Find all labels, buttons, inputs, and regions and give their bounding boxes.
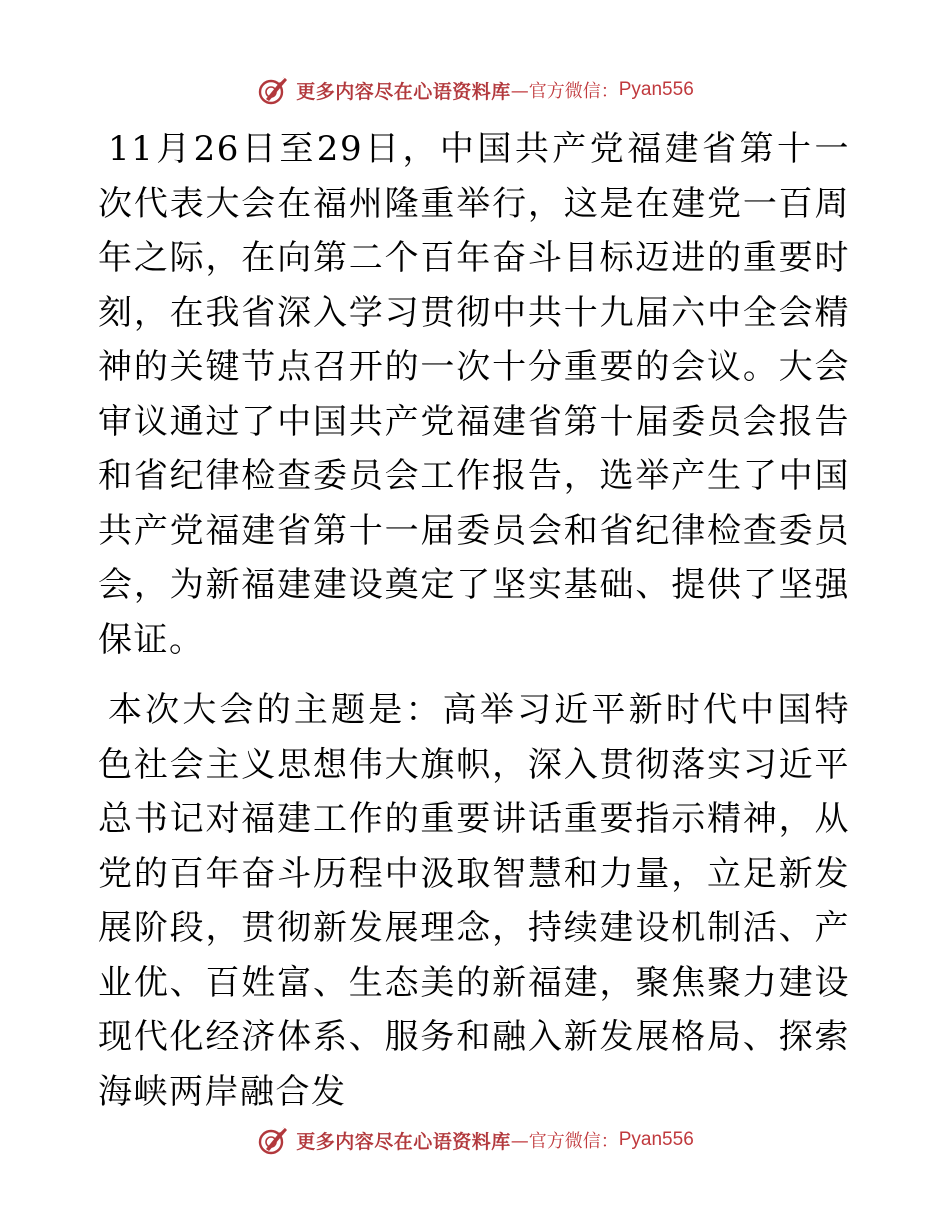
quill-logo-icon xyxy=(256,73,290,107)
banner-wechat-id: Pyan556 xyxy=(618,79,694,100)
paragraph-1: 11月26日至29日，中国共产党福建省第十一次代表大会在福州隆重举行，这是在建党一百周年之际，在向第二个百年奋斗目标迈进的重要时刻，在我省深入学习贯彻中共十九届六中全会精神的关键节点召开的一次十分重要的会议。大会审议通过了中国共产党福建省第十届委员会报告和省纪律检查委员会工作报告，选举产生了中国共产党福建省第十一届委员会和省纪律检查委员会，为新福建建设奠定了坚实基础、提供了坚强保证。 xyxy=(98,129,850,660)
quill-logo-icon xyxy=(256,1123,290,1157)
banner-wechat-id: Pyan556 xyxy=(618,1129,694,1150)
document-body xyxy=(98,122,850,1119)
footer-watermark-banner xyxy=(0,1120,950,1160)
banner-separator: —官方微信： xyxy=(510,1131,619,1152)
paragraph-2: 本次大会的主题是：高举习近平新时代中国特色社会主义思想伟大旗帜，深入贯彻落实习近平总书记对福建工作的重要讲话重要指示精神，从党的百年奋斗历程中汲取智慧和力量，立足新发展阶段，贯彻新发展理念，持续建设机制活、产业优、百姓富、生态美的新福建，聚焦聚力建设现代化经济体系、服务和融入新发展格局、探索海峡两岸融合发 xyxy=(98,690,850,1112)
banner-title: 更多内容尽在心语资料库 xyxy=(296,1130,511,1153)
banner-separator: —官方微信： xyxy=(510,81,619,102)
header-watermark-banner xyxy=(0,70,950,110)
banner-title: 更多内容尽在心语资料库 xyxy=(296,80,511,103)
